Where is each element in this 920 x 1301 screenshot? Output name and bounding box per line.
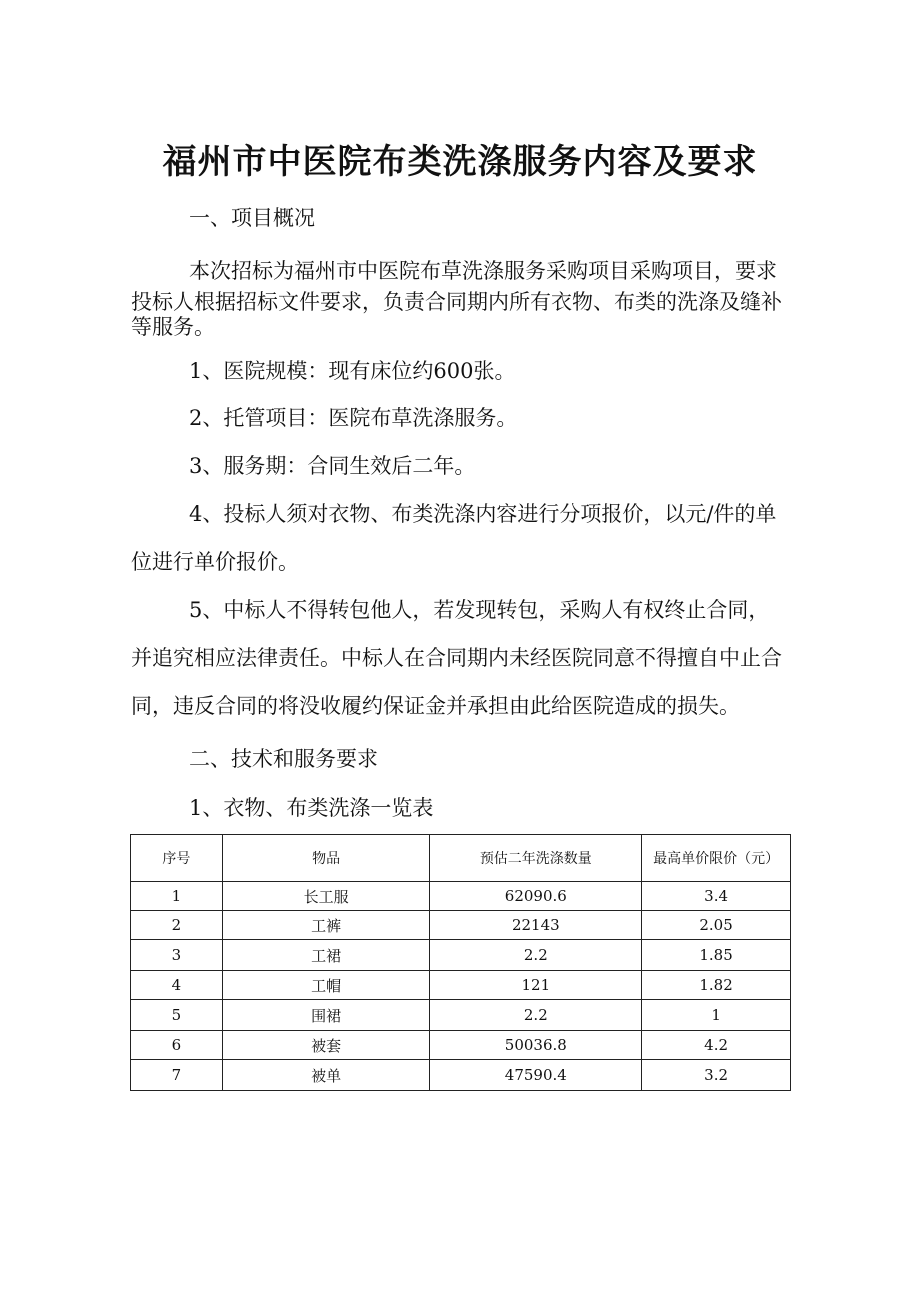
table-row <box>131 1060 791 1091</box>
intro-line-1: 本次招标为福州市中医院布草洗涤服务采购项目采购项目，要求 <box>189 259 777 283</box>
item-subcontract-line-1: 5、中标人不得转包他人，若发现转包，采购人有权终止合同， <box>189 598 770 622</box>
cell-no: 5 <box>131 1000 223 1031</box>
intro-line-3: 等服务。 <box>131 315 215 339</box>
section-heading-requirements: 二、技术和服务要求 <box>189 747 378 771</box>
cell-no: 3 <box>131 940 223 971</box>
table-row <box>131 1000 791 1031</box>
cell-price: 2.05 <box>642 911 791 940</box>
header-max-unit-price: 最高单价限价（元） <box>642 835 791 882</box>
cell-qty: 47590.4 <box>430 1060 642 1091</box>
cell-qty: 2.2 <box>430 1000 642 1031</box>
cell-price: 3.4 <box>642 882 791 911</box>
cell-no: 6 <box>131 1031 223 1060</box>
cell-qty: 50036.8 <box>430 1031 642 1060</box>
cell-item: 工裤 <box>222 911 430 940</box>
cell-qty: 62090.6 <box>430 882 642 911</box>
item-service-period: 3、服务期：合同生效后二年。 <box>189 454 476 478</box>
cell-no: 2 <box>131 911 223 940</box>
cell-item: 被单 <box>222 1060 430 1091</box>
cell-item: 工裙 <box>222 940 430 971</box>
cell-item: 被套 <box>222 1031 430 1060</box>
subsection-heading-laundry-list: 1、衣物、布类洗涤一览表 <box>189 796 434 820</box>
cell-no: 4 <box>131 971 223 1000</box>
section-heading-overview: 一、项目概况 <box>189 206 315 230</box>
cell-price: 4.2 <box>642 1031 791 1060</box>
cell-qty: 2.2 <box>430 940 642 971</box>
cell-qty: 121 <box>430 971 642 1000</box>
cell-price: 1.85 <box>642 940 791 971</box>
cell-item: 工帽 <box>222 971 430 1000</box>
table-row <box>131 940 791 971</box>
header-serial-no: 序号 <box>131 835 223 882</box>
table-row <box>131 971 791 1000</box>
table-row <box>131 1031 791 1060</box>
header-item: 物品 <box>222 835 430 882</box>
header-estimated-quantity: 预估二年洗涤数量 <box>430 835 642 882</box>
cell-no: 7 <box>131 1060 223 1091</box>
item-managed-project: 2、托管项目：医院布草洗涤服务。 <box>189 406 518 430</box>
cell-item: 长工服 <box>222 882 430 911</box>
cell-no: 1 <box>131 882 223 911</box>
cell-price: 1 <box>642 1000 791 1031</box>
cell-item: 围裙 <box>222 1000 430 1031</box>
item-subcontract-line-2: 并追究相应法律责任。中标人在合同期内未经医院同意不得擅自中止合 <box>131 646 782 670</box>
item-quote-line-1: 4、投标人须对衣物、布类洗涤内容进行分项报价，以元/件的单 <box>189 502 777 526</box>
table-row <box>131 911 791 940</box>
intro-line-2: 投标人根据招标文件要求，负责合同期内所有衣物、布类的洗涤及缝补 <box>131 290 782 314</box>
cell-price: 1.82 <box>642 971 791 1000</box>
page-title: 福州市中医院布类洗涤服务内容及要求 <box>162 142 758 182</box>
item-hospital-scale: 1、医院规模：现有床位约600张。 <box>189 359 516 383</box>
cell-price: 3.2 <box>642 1060 791 1091</box>
item-quote-line-2: 位进行单价报价。 <box>131 550 299 574</box>
item-subcontract-line-3: 同，违反合同的将没收履约保证金并承担由此给医院造成的损失。 <box>131 694 740 718</box>
table-row <box>131 882 791 911</box>
cell-qty: 22143 <box>430 911 642 940</box>
table-header-row <box>131 835 791 882</box>
laundry-price-table <box>130 834 791 1091</box>
